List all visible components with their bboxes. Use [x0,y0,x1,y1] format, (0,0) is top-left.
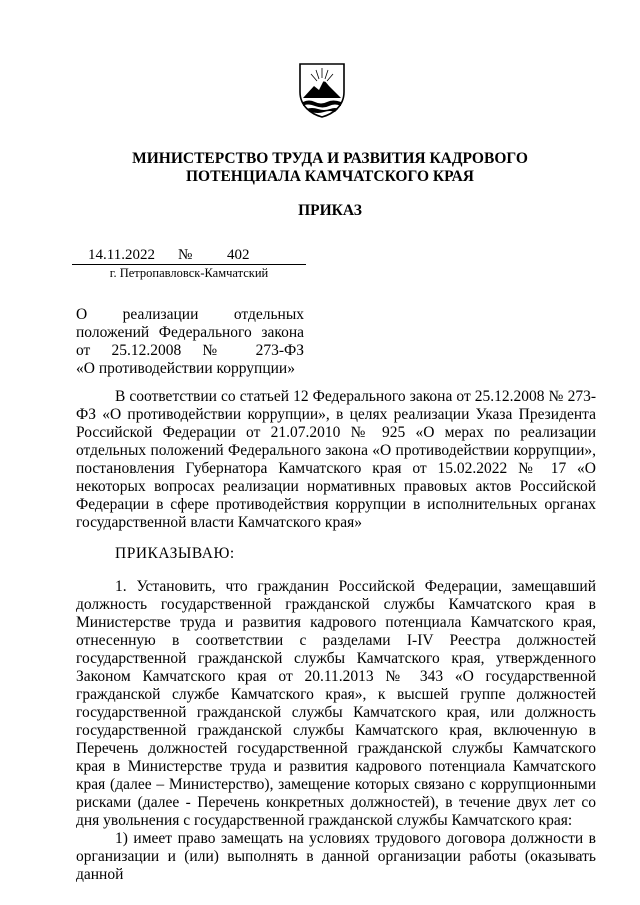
meta-underline [72,264,306,265]
order-meta [72,247,306,265]
document-type-title: ПРИКАЗ [298,202,362,219]
clause-1-1-paragraph: 1) имеет право замещать на условиях трудового договора должности в организации и (или) выполнять в данной организации работы (оказывать данной [76,830,596,883]
ministry-title [60,150,600,186]
order-city: г. Петропавловск-Камчатский [109,266,269,280]
ministry-title-line2: ПОТЕНЦИАЛА КАМЧАТСКОГО КРАЯ [186,168,474,185]
subject-line: О реализации отдельных [76,306,304,323]
order-number: 402 [227,247,250,263]
subject-line: положений Федерального закона [76,324,304,341]
preamble-block [76,388,596,532]
order-keyword: ПРИКАЗЫВАЮ: [115,545,235,562]
clause-1-paragraph: 1. Установить, что гражданин Российской Федерации, замещавший должность государственной гражданской службы Камчатского края в Министерстве труда и развития кадрового потенциала Камчатского края, отнесенную в соответствии с разделами I-IV Реестра должностей государственной гражданской службы Камчатского края, утвержденного Законом Камчатского края от 20.11.2013 № 343 «О государственной гражданской службе Камчатского края», к высшей группе должностей государственной гражданской службы Камчатского края, или должность государственной гражданской службы Камчатского края, включенную в Перечень должностей государственной гражданской службы Камчатского края в Министерстве труда и развития кадрового потенциала Камчатского края (далее – Министерство), замещение которых связано с коррупционными рисками (далее - Перечень конкретных должностей), в течение двух лет со дня увольнения с государственной гражданской службы Камчатского края: [76,578,596,829]
order-number-sign: № [178,247,193,263]
subject-line: «О противодействии коррупции» [76,360,295,377]
preamble-paragraph: В соответствии со статьей 12 Федерального закона от 25.12.2008 № 273-ФЗ «О противодействии коррупции», в целях реализации Указа Президента Российской Федерации от 21.07.2010 № 925 «О мерах по реализации отдельных положений Федерального закона «О противодействии коррупции», постановления Губернатора Камчатского края от 15.02.2022 № 17 «О некоторых вопросах реализации нормативных правовых актов Российской Федерации в сфере противодействия коррупции в исполнительных органах государственной власти Камчатского края» [76,388,596,531]
clause-1-block [76,578,596,830]
clause-1-1-block [76,830,596,884]
order-subject [76,306,304,378]
ministry-title-line1: МИНИСТЕРСТВО ТРУДА И РАЗВИТИЯ КАДРОВОГО [132,150,528,167]
order-date: 14.11.2022 [88,247,155,263]
subject-line: от 25.12.2008 № 273-ФЗ [76,342,304,359]
kamchatka-coat-of-arms-icon [297,62,347,118]
